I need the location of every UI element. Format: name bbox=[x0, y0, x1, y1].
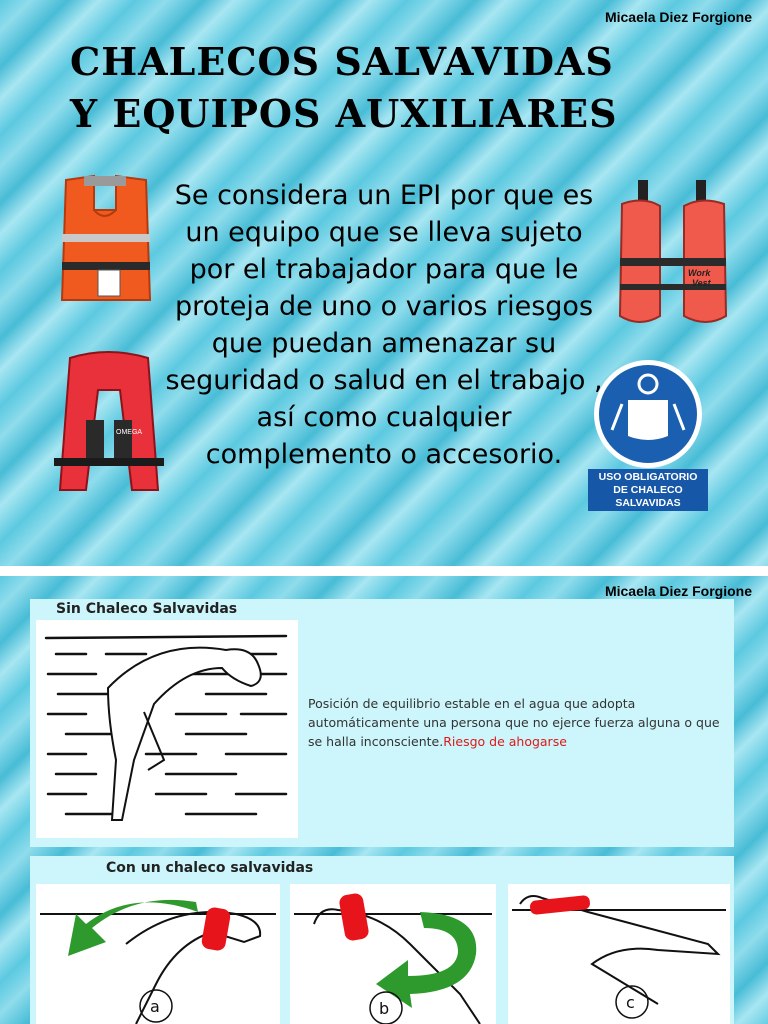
vest-label-line-1: Work bbox=[688, 268, 711, 278]
inflatable-life-jacket-image bbox=[50, 350, 168, 498]
floating-person-illustration bbox=[36, 620, 298, 838]
body-text: Se considera un EPI por que es un equipo que se lleva sujeto por el trabajador para que le proteja de uno o varios riesgos que puedan amenazar su seguridad o salud en el trabajo , así como cualquier complemento o accesorio. bbox=[165, 180, 603, 470]
vest-brand-text: OMEGA bbox=[116, 429, 143, 436]
slide-title bbox=[70, 36, 710, 140]
sign-line-1: USO OBLIGATORIO bbox=[598, 471, 698, 483]
without-vest-title: Sin Chaleco Salvavidas bbox=[56, 601, 238, 617]
sign-line-2: DE CHALECO bbox=[613, 484, 683, 496]
mandatory-life-jacket-sign bbox=[588, 358, 708, 470]
author-name: Micaela Diez Forgione bbox=[604, 583, 752, 599]
without-vest-description bbox=[308, 694, 728, 751]
figure-c-illustration bbox=[508, 884, 730, 1024]
figure-a-label: a bbox=[150, 997, 160, 1016]
orange-life-jacket-image bbox=[54, 170, 154, 315]
title-line-2: Y EQUIPOS AUXILIARES bbox=[70, 91, 618, 136]
with-vest-title: Con un chaleco salvavidas bbox=[106, 860, 314, 876]
work-vest-image bbox=[614, 176, 732, 332]
mandatory-sign-label bbox=[588, 469, 708, 511]
description-text: Posición de equilibrio estable en el agua que adopta automáticamente una persona que no ejerce fuerza alguna o que se halla inconsciente. bbox=[308, 696, 720, 749]
slide-2 bbox=[0, 576, 768, 1024]
figure-b-illustration bbox=[290, 884, 496, 1024]
vest-label-line-2: Vest bbox=[692, 278, 711, 288]
sign-line-3: SALVAVIDAS bbox=[615, 497, 681, 509]
figure-b-label: b bbox=[379, 999, 390, 1018]
author-name: Micaela Diez Forgione bbox=[604, 9, 752, 25]
figure-c-label: c bbox=[626, 993, 635, 1012]
figure-a-illustration bbox=[36, 884, 280, 1024]
drowning-risk-text: Riesgo de ahogarse bbox=[443, 734, 567, 749]
title-line-1: CHALECOS SALVAVIDAS bbox=[70, 39, 614, 84]
